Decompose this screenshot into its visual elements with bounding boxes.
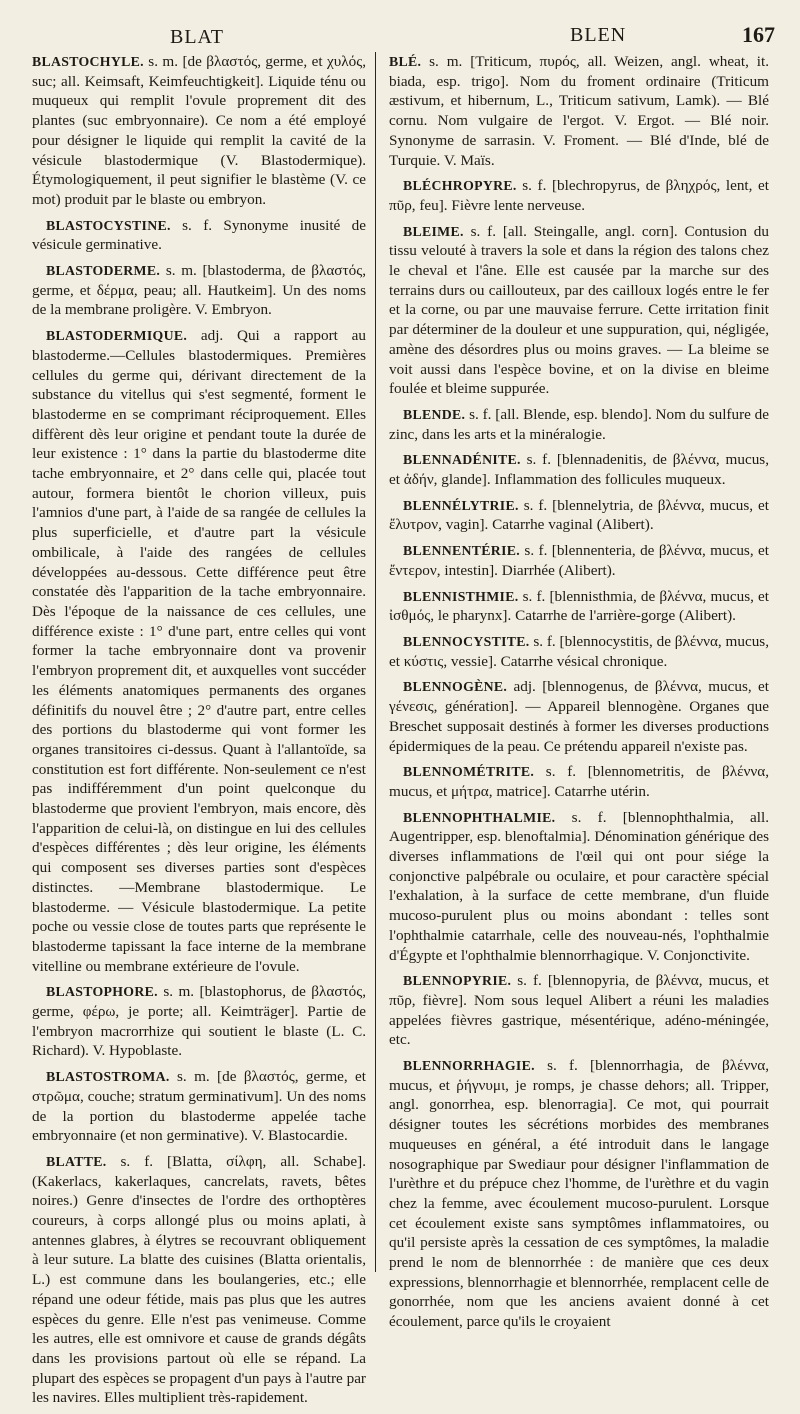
headword: BLENNOCYSTITE. xyxy=(403,633,530,649)
entry xyxy=(389,1056,769,1332)
entry xyxy=(389,587,769,626)
entry xyxy=(32,982,366,1061)
headword: BLENNOGÈNE. xyxy=(403,679,508,695)
entry-text: adj. [blennogenus, de βλέννα, mucus, et γένεσις, génération]. — Appareil blennogène. Organes que Breschet supposait destinés à former les diverses productions épidermiques de la peau. Ce prétendu appareil n'existe pas. xyxy=(389,678,769,755)
headword: BLENNOPYRIE. xyxy=(403,973,512,989)
entry xyxy=(389,496,769,535)
running-header xyxy=(30,20,775,54)
entry-text: s. m. [blastophorus, de βλαστός, germe, φέρω, je porte; all. Keimträger]. Partie de l'embryon macrorrhize qui soutient le blaste (L. C. Richard). V. Hypoblaste. xyxy=(32,983,367,1060)
entry-text: s. f. [blennorrhagia, de βλέννα, mucus, et ῥήγνυμι, je romps, je chasse dehors; all. Tripper, angl. gonorrhea, esp. blenorragia]. Ce mot, qui pourrait désigner toutes les sécrétions morbides des membranes muqueuses en général, a été introduit dans le langage nosographique par Swediaur pour désigner l'inflammation de l'urèthre et du prépuce chez l'homme, de l'urèthre et du vagin chez la femme, avec écoulement mucoso-purulent. Lorsque cet écoulement existe sans symptômes inflammatoires, ou qu'il persiste après la cessation de ces symptômes, la maladie prend le nom de blennorrhée : de manière que ces deux expressions, blennorrhagie et blennorrhée, remplacent celle de gonorrhée, nom que les anciens avaient donné à cet écoulement, parce qu'ils le croyaient xyxy=(389,1057,769,1331)
headword: BLASTOPHORE. xyxy=(46,984,158,1000)
headword: BLENNORRHAGIE. xyxy=(403,1058,535,1074)
entry xyxy=(389,450,769,489)
headword: BLASTOCHYLE. xyxy=(32,54,144,69)
entry-text: s. f. [Blatta, σίλφη, all. Schabe]. (Kakerlacs, kakerlaques, cancrelats, ravets, bêtes noires.) Genre d'insectes de l'ordre des orthoptères coureurs, à corps allongé plus ou moins aplati, à antennes glabres, à élytres se recouvrant obliquement à leur suture. La blatte des cuisines (Blatta orientalis, L.) est commune dans les boulangeries, etc.; elle répand une odeur fétide, mais pas plus que les autres espèces du genre. Elle n'est pas venimeuse. Comme les autres, elle est omnivore et cause de grands dégâts dans les provisions partout où elle se répand. La plupart des espèces se propagent d'un pays à l'autre par les navires. Elles multiplient très-rapidement. xyxy=(32,1152,366,1407)
entry-text: adj. Qui a rapport au blastoderme.—Cellules blastodermiques. Premières cellules du germe qui, dérivant directement de la substance du vitellus qui s'est segmenté, forment le blastoderme en se comprimant réciproquement. Elles diffèrent dès leur origine et pendant toute la durée de leur existence : 1° dans la partie du blastoderme dite tache embryonnaire, et 2° dans celle qui, placée tout autour, formera bientôt le chorion villeux, puis l'amnios d'une part, à l'aide de sa rangée de cellules la plus superficielle, et d'autre part la vésicule ombilicale, à l'aide des rangées de cellules développées au-dessous. Cette différence peut être constatée dès l'apparition de la tache embryonnaire. Dès l'époque de la naissance de ces cellules, une différence existe : 1° d'une part, entre celles qui vont former la tache embryonnaire dont va provenir l'embryon proprement dit, et auxquelles vont succéder les éléments anatomiques permanents des organes définitifs du nouvel être ; 2° d'autre part, entre celles des portions du blastoderme qui vont former les organes transitoires ci-dessus. Quant à l'allantoïde, sa constitution est fort différente. Non-seulement ce n'est pas indifféremment d'un point quelconque du blastoderme que provient l'embryon, mais encore, dès l'apparition de celui-là, on distingue en lui des cellules d'espèces différentes ; dès leur origine, les éléments qui composent ses diverses parties sont d'espèces distinctes. —Membrane blastodermique. Le blastoderme. — Vésicule blastodermique. La petite poche ou vessie close de toutes parts que représente le blastoderme tapissant la face interne de la membrane vitelline ou membrane extérieure de l'ovule. xyxy=(32,327,366,975)
headword: BLENNADÉNITE. xyxy=(403,452,521,468)
entry-text: s. f. [all. Steingalle, angl. corn]. Contusion du tissu velouté à travers la sole et dans la région des talons chez le cheval et l'âne. Elle est causée par la marche sur des terrains durs ou caillouteux, par des cailloux logés entre le fer et la corne, ou par une mauvaise ferrure. Cette irritation finit par déterminer de la douleur et une suppuration, qui, négligée, amène des désordres plus ou moins graves. — La bleime se voit aussi dans l'espèce bovine, et on la divise en bleime foulée et bleime suppurée. xyxy=(389,222,769,398)
headword: BLATTE. xyxy=(46,1153,107,1169)
entry-text: s. f. [all. Blende, esp. blendo]. Nom du sulfure de zinc, dans les arts et la minéralogie. xyxy=(389,405,770,443)
right-column xyxy=(389,52,769,1338)
headword: BLASTODERME. xyxy=(46,263,161,279)
entry-text: s. f. [blennenteria, de βλέννα, mucus, et ἔντερον, intestin]. Diarrhée (Alibert). xyxy=(389,542,769,579)
entry xyxy=(389,677,769,756)
entry-text: s. f. [blechropyrus, de βληχρός, lent, et πῦρ, feu]. Fièvre lente nerveuse. xyxy=(389,177,770,214)
entry-text: s. f. [blennelytria, de βλέννα, mucus, et ἔλυτρον, vagin]. Catarrhe vaginal (Alibert). xyxy=(389,496,770,534)
entry-text: s. f. [blennocystitis, de βλέννα, mucus, et κύστις, vessie]. Catarrhe vésical chronique. xyxy=(389,632,769,670)
page-number: 167 xyxy=(742,22,775,47)
left-column xyxy=(32,52,366,1414)
entry-text: s. m. [de βλαστός, germe, et στρῶμα, couche; stratum germinativum]. Un des noms de la portion du blastoderme appelée tache embryonnaire (et non germinative). V. Blastocardie. xyxy=(32,1068,366,1145)
entry-text: s. f. [blennadenitis, de βλέννα, mucus, et ἀδήν, glande]. Inflammation des follicules muqueux. xyxy=(389,451,770,489)
header-right-word: BLEN xyxy=(570,24,627,46)
header-left-word: BLAT xyxy=(170,26,224,48)
entry xyxy=(389,632,769,671)
entry-text: s. m. [Triticum, πυρός, all. Weizen, angl. wheat, it. biada, esp. trigo]. Nom du froment ordinaire (Triticum æstivum, et hibernum, L., Triticum sativum, Lamk). — Blé cornu. Nom vulgaire de l'ergot. V. Ergot. — Blé noir. Synonyme de sarrasin. V. Froment. — Blé d'Inde, blé de Turquie. V. Maïs. xyxy=(389,53,769,169)
headword: BLÉ. xyxy=(389,54,422,69)
headword: BLENNOPHTHALMIE. xyxy=(403,809,556,825)
entry xyxy=(389,762,769,801)
headword: BLASTOCYSTINE. xyxy=(46,217,171,233)
headword: BLASTODERMIQUE. xyxy=(46,328,188,344)
entry xyxy=(389,541,769,580)
column-divider xyxy=(375,52,376,1272)
entry xyxy=(389,971,769,1050)
entry-text: s. f. [blennisthmia, de βλέννα, mucus, et ἰσθμός, le pharynx]. Catarrhe de l'arrière-gorge (Alibert). xyxy=(389,587,770,625)
headword: BLASTOSTROMA. xyxy=(46,1069,170,1085)
headword: BLENNOMÉTRITE. xyxy=(403,764,535,780)
entry xyxy=(389,176,769,215)
headword: BLENDE. xyxy=(403,406,466,422)
entry xyxy=(32,326,366,976)
headword: BLENNENTÉRIE. xyxy=(403,543,520,559)
headword: BLÉCHROPYRE. xyxy=(403,178,517,194)
headword: BLENNÉLYTRIE. xyxy=(403,497,519,513)
entry xyxy=(32,216,366,255)
entry xyxy=(389,808,769,966)
entry xyxy=(389,405,769,444)
entry xyxy=(32,1152,366,1408)
entry-text: s. f. Synonyme inusité de vésicule germinative. xyxy=(32,216,366,254)
entry xyxy=(389,52,769,170)
headword: BLENNISTHMIE. xyxy=(403,588,519,604)
entry-text: s. m. [de βλαστός, germe, et χυλός, suc; all. Keimsaft, Keimfeuchtigkeit]. Liquide ténu ou muqueux qui remplit l'ovule proprement dit des plantes (suc embryonnaire). Ce nom a été employé pour désigner le liquide qui remplit la cavité de la vésicule blastodermique (V. Blastodermique). Étymologiquement, il peut signifier le blastème (V. ce mot) produit par le blaste ou embryon. xyxy=(32,53,367,208)
entry xyxy=(32,1067,366,1146)
entry-text: s. m. [blastoderma, de βλαστός, germe, et δέρμα, peau; all. Hautkeim]. Un des noms de la membrane proligère. V. Embryon. xyxy=(32,262,367,319)
entry xyxy=(32,261,366,320)
entry-text: s. f. [blennopyria, de βλέννα, mucus, et πῦρ, fièvre]. Nom sous lequel Alibert a réuni les maladies appelées fièvres gastrique, mésentérique, adéno-méningée, etc. xyxy=(389,972,769,1049)
entry-text: s. f. [blennophthalmia, all. Augentripper, esp. blenoftalmia]. Dénomination générique des diverses inflammations de l'œil qui ont pour siége la conjonctive palpébrale ou oculaire, et pour caractère spécial l'exhalation, à la surface de cette membrane, d'un fluide mucoso-purulent plus ou moins abondant : telles sont l'ophthalmie catarrhale, celle des nouveau-nés, l'ophthalmie d'Égypte et l'ophthalmie blennorrhagique. V. Conjonctivite. xyxy=(389,808,770,964)
entry xyxy=(389,222,769,399)
entry-text: s. f. [blennometritis, de βλέννα, mucus, et μήτρα, matrice]. Catarrhe utérin. xyxy=(389,763,770,800)
headword: BLEIME. xyxy=(403,223,464,239)
entry xyxy=(32,52,366,210)
